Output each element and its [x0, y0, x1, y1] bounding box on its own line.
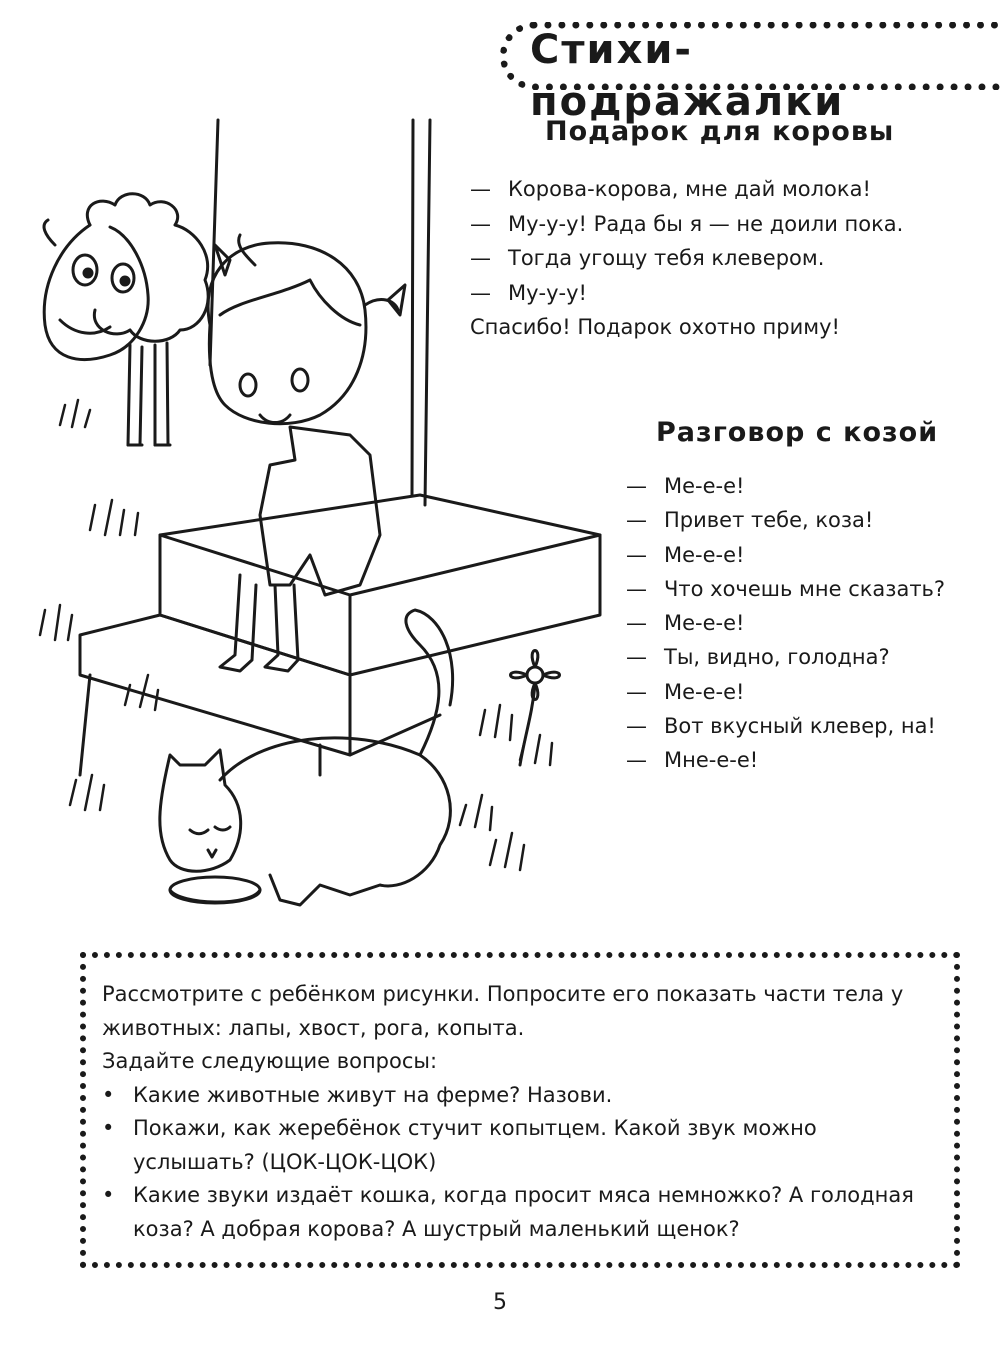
poem-line: — Корова-корова, мне дай молока! — [470, 177, 871, 201]
poem-line: — Что хочешь мне сказать? — [626, 576, 946, 601]
poem-line: — Вот вкусный клевер, на! — [626, 714, 936, 739]
girl-drawing — [208, 235, 405, 671]
sheep-drawing — [44, 194, 208, 445]
poem-line: — Ме-е-е! — [626, 611, 745, 636]
poem2-body — [626, 469, 996, 778]
poem-line: — Ме-е-е! — [626, 542, 745, 567]
poem-line: — Ме-е-е! — [626, 474, 745, 498]
question-item: • Покажи, как жеребёнок стучит копытцем. Какой звук можно услышать? (ЦОК-ЦОК-ЦОК) — [102, 1116, 817, 1174]
steps-drawing — [80, 495, 600, 775]
poem-line: — Ме-е-е! — [626, 679, 745, 704]
page-title: Стихи-подражалки — [530, 27, 845, 125]
page-number: 5 — [493, 1290, 507, 1315]
poem-line: — Му-у-у! — [470, 280, 587, 305]
poem-line: Спасибо! Подарок охотно приму! — [470, 315, 840, 339]
instruction-lead: Задайте следующие вопросы: — [102, 1049, 438, 1073]
poem2-title: Разговор с козой — [656, 417, 939, 448]
poem-line: — Мне-е-е! — [626, 748, 759, 773]
instruction-text — [102, 978, 938, 1246]
poem1-title: Подарок для коровы — [545, 116, 895, 147]
question-item: • Какие животные живут на ферме? Назови. — [102, 1082, 613, 1107]
poem-line: — Му-у-у! Рада бы я — не доили пока. — [470, 211, 904, 236]
question-item: • Какие звуки издаёт кошка, когда просит мяса немножко? А голодная коза? А добрая корова? А шустрый маленький щенок? — [102, 1183, 914, 1241]
poem-line: — Привет тебе, коза! — [626, 508, 874, 533]
instruction-intro: Рассмотрите с ребёнком рисунки. Попросите его показать части тела у животных: лапы, хвост, рога, копыта. — [102, 982, 904, 1040]
poem1-body — [470, 172, 990, 345]
cat-drawing — [160, 610, 453, 905]
poem-line: — Ты, видно, голодна? — [626, 645, 890, 670]
poem-line: — Тогда угощу тебя клевером. — [470, 246, 825, 270]
